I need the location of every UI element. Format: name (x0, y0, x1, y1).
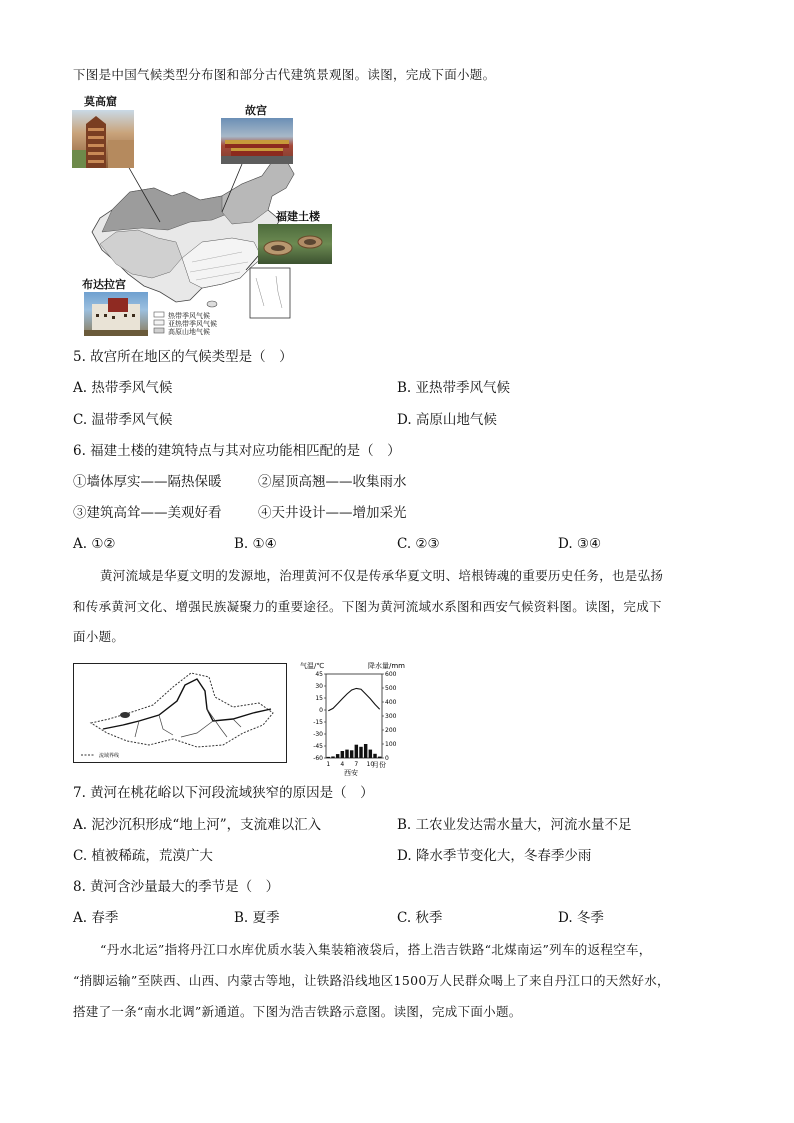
legend-tropical: 热带季风气候 (168, 312, 210, 320)
right-tick-label: 300 (385, 713, 397, 721)
q6-statement-3: ③建筑高耸——美观好看 (73, 505, 222, 521)
x-axis-unit: 月份 (372, 761, 386, 769)
legend-subtropical: 亚热带季风气候 (168, 320, 217, 328)
left-tick-label: 15 (315, 695, 323, 703)
intro3-line-2: “捎脚运输”至陕西、山西、内蒙古等地，让铁路沿线地区1500万人民群众喝上了来自丹江口的天然好水， (73, 973, 670, 988)
legend-plateau: 高原山地气候 (168, 328, 210, 336)
tulou-label: 福建土楼 (276, 210, 320, 223)
q6-option-a[interactable]: A. ①② (73, 536, 116, 552)
intro-text-1: 下图是中国气候类型分布图和部分古代建筑景观图。读图，完成下面小题。 (73, 67, 496, 82)
precipitation-bar (378, 757, 381, 758)
left-tick-label: -30 (313, 731, 323, 739)
left-axis-title: 气温/℃ (300, 662, 325, 670)
intro3-line-3: 搭建了一条“南水北调”新通道。下图为浩吉铁路示意图。读图，完成下面小题。 (73, 1004, 522, 1019)
right-tick-label: 400 (385, 699, 397, 707)
precipitation-bar (373, 754, 376, 758)
q5-option-d[interactable]: D. 高原山地气候 (397, 412, 497, 428)
china-climate-map-figure (72, 92, 340, 342)
q7-stem: 7. 黄河在桃花峪以下河段流域狭窄的原因是（ ） (73, 785, 374, 801)
intro2-line-2: 和传承黄河文化、增强民族凝聚力的重要途径。下图为黄河流域水系图和西安气候资料图。读图，完成下 (73, 599, 662, 614)
yellow-river-map (73, 663, 287, 763)
left-tick-label: 0 (319, 707, 323, 715)
q7-option-a[interactable]: A. 泥沙沉积形成“地上河”，支流难以汇入 (73, 817, 322, 833)
right-tick-label: 0 (385, 755, 389, 763)
right-tick-label: 200 (385, 727, 397, 735)
gugong-photo (221, 118, 293, 164)
budala-label: 布达拉宫 (82, 278, 126, 291)
x-tick-label: 1 (326, 761, 331, 768)
left-tick-label: 30 (315, 683, 323, 691)
q5-option-a[interactable]: A. 热带季风气候 (73, 380, 173, 396)
q7-option-b[interactable]: B. 工农业发达需水量大，河流水量不足 (397, 817, 632, 833)
left-tick-label: -45 (313, 743, 323, 751)
q7-option-c[interactable]: C. 植被稀疏，荒漠广大 (73, 848, 213, 864)
x-tick-label: 7 (354, 761, 359, 768)
q6-option-b[interactable]: B. ①④ (234, 536, 277, 552)
q8-stem: 8. 黄河含沙量最大的季节是（ ） (73, 879, 280, 895)
precipitation-bar (350, 750, 353, 758)
xian-climate-chart (296, 658, 426, 776)
precipitation-bar (364, 744, 367, 758)
left-tick-label: -15 (313, 719, 323, 727)
intro2-line-3: 面小题。 (73, 629, 125, 644)
q8-option-c[interactable]: C. 秋季 (397, 910, 443, 926)
budala-photo (84, 292, 148, 336)
q6-statement-1: ①墙体厚实——隔热保暖 (73, 474, 222, 490)
q6-statement-2: ②屋顶高翘——收集雨水 (258, 474, 407, 490)
q6-stem: 6. 福建土楼的建筑特点与其对应功能相匹配的是（ ） (73, 443, 401, 459)
x-tick-label: 4 (340, 761, 345, 768)
precipitation-bar (359, 747, 362, 758)
hainan-island (207, 301, 217, 307)
left-tick-label: -60 (313, 755, 323, 763)
q8-option-a[interactable]: A. 春季 (73, 910, 119, 926)
precipitation-bar (355, 745, 358, 758)
q5-stem: 5. 故宫所在地区的气候类型是（ ） (73, 349, 293, 365)
right-tick-label: 500 (385, 685, 397, 693)
left-tick-label: 45 (315, 671, 323, 679)
q6-option-d[interactable]: D. ③④ (558, 536, 602, 552)
q5-option-c[interactable]: C. 温带季风气候 (73, 412, 173, 428)
q5-option-b[interactable]: B. 亚热带季风气候 (397, 380, 511, 396)
city-label: 西安 (344, 769, 358, 776)
mogao-label: 莫高窟 (84, 95, 117, 108)
south-china-sea-inset (250, 268, 290, 318)
climate-chart-svg (296, 658, 426, 776)
right-tick-label: 600 (385, 671, 397, 679)
q8-option-b[interactable]: B. 夏季 (234, 910, 280, 926)
gugong-label: 故宫 (245, 104, 267, 117)
q8-option-d[interactable]: D. 冬季 (558, 910, 604, 926)
x-tick-label: 10 (366, 761, 375, 768)
tulou-photo (258, 224, 332, 264)
q6-statement-4: ④天井设计——增加采光 (258, 505, 407, 521)
precipitation-bar (331, 756, 334, 758)
right-tick-label: 100 (385, 741, 397, 749)
legend-river-label: 流域界线 (99, 753, 120, 759)
q6-option-c[interactable]: C. ②③ (397, 536, 440, 552)
precipitation-bar (341, 751, 344, 758)
precipitation-bar (345, 750, 348, 758)
q7-option-d[interactable]: D. 降水季节变化大，冬春季少雨 (397, 848, 592, 864)
lake (120, 712, 130, 718)
precipitation-bar (369, 750, 372, 758)
precipitation-bar (327, 757, 330, 758)
right-axis-title: 降水量/mm (368, 662, 405, 670)
intro2-line-1: 黄河流域是华夏文明的发源地，治理黄河不仅是传承华夏文明、培根铸魂的重要历史任务，也是弘扬 (100, 568, 664, 583)
plot-frame (326, 674, 382, 758)
intro3-line-1: “丹水北运”指将丹江口水库优质水装入集装箱液袋后，搭上浩吉铁路“北煤南运”列车的返程空车， (100, 942, 652, 957)
precipitation-bar (336, 754, 339, 758)
mogao-photo (72, 110, 134, 168)
